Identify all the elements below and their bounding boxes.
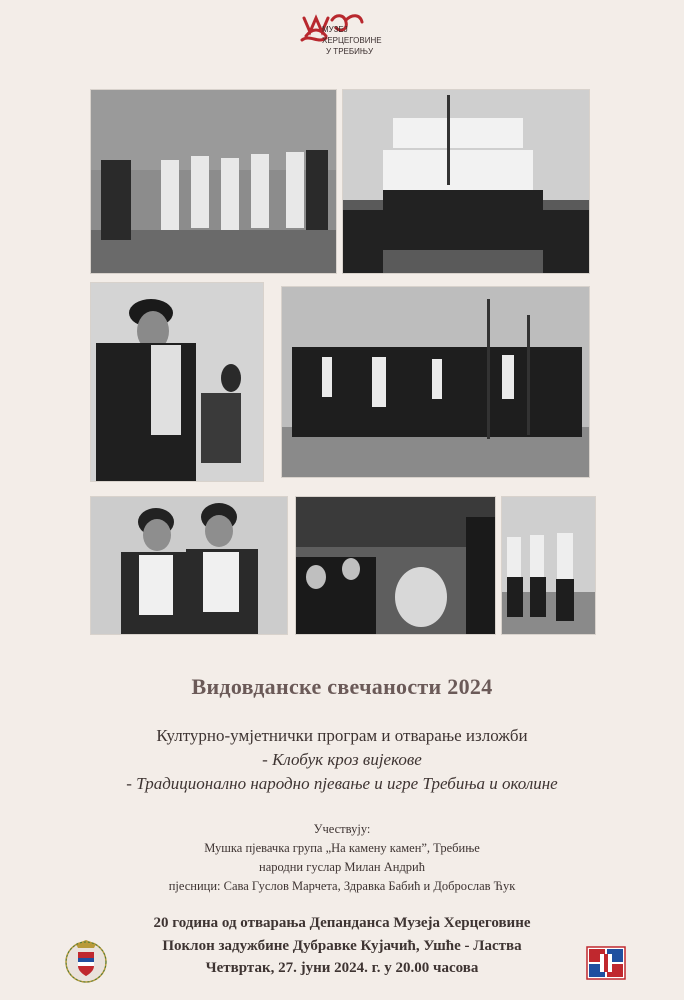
photo-seated-crowd <box>296 497 495 634</box>
participants-line-2: народни гуслар Милан Андрић <box>259 860 425 874</box>
photo-women-folk-dance <box>91 90 336 273</box>
photo-gusle-player <box>91 283 263 481</box>
participants-line-3: пјесници: Сава Гуслов Марчета, Здравка Бабић и Доброслав Ћук <box>168 879 516 893</box>
footer-line-3: Четвртак, 27. јуни 2024. г. у 20.00 часова <box>205 960 479 976</box>
logo-line-1: МУЗЕЈ <box>322 25 348 34</box>
logo-line-3: У ТРЕБИЊУ <box>326 47 374 56</box>
footer-line-2: Поклон задужбине Дубравке Кујачић, Ушће - Ластва <box>162 937 522 954</box>
photo-men-in-field <box>502 497 595 634</box>
participants-line-1: Мушка пјевачка група „На камену камен”, Требиње <box>204 841 480 855</box>
photo-two-men-folk-costume <box>91 497 287 634</box>
program-line-2: - Клобук кроз вијекове <box>262 750 422 769</box>
participants-heading: Учествују: <box>313 822 371 836</box>
participants-block <box>0 820 684 896</box>
trebinje-coat-of-arms-icon <box>586 946 626 980</box>
footer-line-1: 20 година од отварања Депанданса Музеја Херцеговине <box>153 915 531 931</box>
event-title: Видовданске свечаности 2024 <box>191 674 493 699</box>
photo-group-with-flags <box>282 287 589 477</box>
logo-line-2: ХЕРЦЕГОВИНЕ <box>322 36 382 45</box>
program-block <box>0 724 684 796</box>
republika-srpska-coat-of-arms-icon <box>64 938 108 984</box>
program-line-1: Културно-умјетнички програм и отварање изложби <box>156 726 528 745</box>
photo-men-pyramid-dance <box>343 90 589 273</box>
program-line-3: - Традиционално народно пјевање и игре Требиња и околине <box>126 774 558 793</box>
